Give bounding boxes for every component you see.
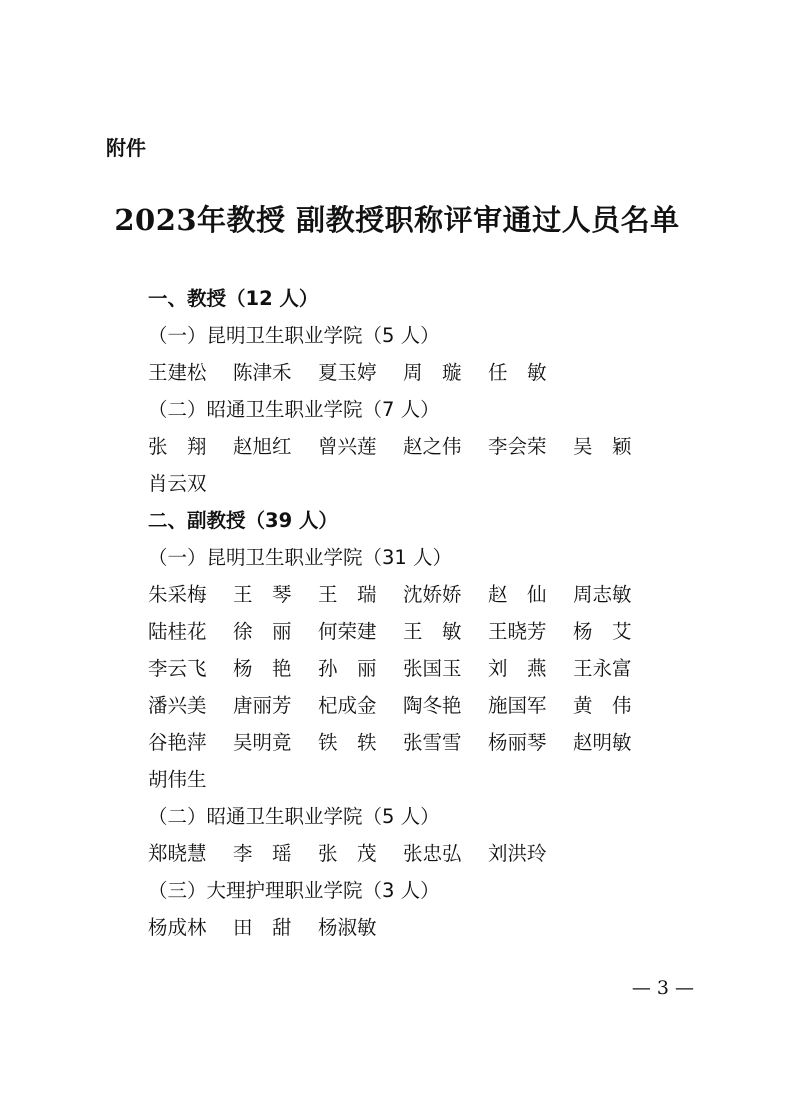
name-row xyxy=(148,576,668,613)
person-name: 周 璇 xyxy=(403,361,462,384)
section-heading-associate-professor: 二、副教授（39 人） xyxy=(148,509,338,532)
person-name: 陆桂花 xyxy=(148,620,207,643)
person-name: 黄 伟 xyxy=(573,694,632,717)
name-row xyxy=(148,687,668,724)
person-name: 赵 仙 xyxy=(488,583,547,606)
group-heading: （二）昭通卫生职业学院（7 人） xyxy=(148,398,440,421)
attachment-label: 附件 xyxy=(106,136,146,160)
person-name: 孙 丽 xyxy=(318,657,377,680)
person-name: 杞成金 xyxy=(318,694,377,717)
person-name: 施国军 xyxy=(488,694,547,717)
group-heading: （一）昆明卫生职业学院（31 人） xyxy=(148,546,453,569)
name-row xyxy=(148,465,668,502)
person-name: 杨成林 xyxy=(148,916,207,939)
person-name: 王 瑞 xyxy=(318,583,377,606)
person-name: 曾兴莲 xyxy=(318,435,377,458)
person-name: 刘 燕 xyxy=(488,657,547,680)
person-name: 刘洪玲 xyxy=(488,842,547,865)
document-title: 2023年教授 副教授职称评审通过人员名单 xyxy=(114,203,680,237)
group-heading: （三）大理护理职业学院（3 人） xyxy=(148,879,440,902)
name-row xyxy=(148,354,668,391)
name-row xyxy=(148,761,668,798)
group-heading: （一）昆明卫生职业学院（5 人） xyxy=(148,324,440,347)
person-name: 陈津禾 xyxy=(233,361,292,384)
person-name: 周志敏 xyxy=(573,583,632,606)
name-row xyxy=(148,428,668,465)
person-name: 唐丽芳 xyxy=(233,694,292,717)
name-list xyxy=(148,280,668,946)
person-name: 田 甜 xyxy=(233,916,292,939)
person-name: 张忠弘 xyxy=(403,842,462,865)
name-row xyxy=(148,724,668,761)
person-name: 张 翔 xyxy=(148,435,207,458)
person-name: 谷艳萍 xyxy=(148,731,207,754)
person-name: 郑晓慧 xyxy=(148,842,207,865)
person-name: 王建松 xyxy=(148,361,207,384)
person-name: 铁 轶 xyxy=(318,731,377,754)
section-heading-professor: 一、教授（12 人） xyxy=(148,287,319,310)
name-row xyxy=(148,835,668,872)
person-name: 潘兴美 xyxy=(148,694,207,717)
person-name: 杨 艳 xyxy=(233,657,292,680)
person-name: 杨淑敏 xyxy=(318,916,377,939)
name-row xyxy=(148,909,668,946)
person-name: 吴明竟 xyxy=(233,731,292,754)
person-name: 王永富 xyxy=(573,657,632,680)
person-name: 赵之伟 xyxy=(403,435,462,458)
person-name: 任 敏 xyxy=(488,361,547,384)
person-name: 赵旭红 xyxy=(233,435,292,458)
person-name: 沈娇娇 xyxy=(403,583,462,606)
person-name: 吴 颖 xyxy=(573,435,632,458)
name-row xyxy=(148,650,668,687)
person-name: 陶冬艳 xyxy=(403,694,462,717)
person-name: 王 琴 xyxy=(233,583,292,606)
person-name: 朱采梅 xyxy=(148,583,207,606)
person-name: 李会荣 xyxy=(488,435,547,458)
name-row xyxy=(148,613,668,650)
person-name: 张国玉 xyxy=(403,657,462,680)
group-heading: （二）昭通卫生职业学院（5 人） xyxy=(148,805,440,828)
person-name: 李云飞 xyxy=(148,657,207,680)
person-name: 胡伟生 xyxy=(148,768,207,791)
person-name: 王 敏 xyxy=(403,620,462,643)
page-number: — 3 — xyxy=(631,977,694,999)
person-name: 肖云双 xyxy=(148,472,207,495)
person-name: 夏玉婷 xyxy=(318,361,377,384)
person-name: 张雪雪 xyxy=(403,731,462,754)
person-name: 徐 丽 xyxy=(233,620,292,643)
person-name: 杨丽琴 xyxy=(488,731,547,754)
person-name: 王晓芳 xyxy=(488,620,547,643)
person-name: 张 茂 xyxy=(318,842,377,865)
person-name: 杨 艾 xyxy=(573,620,632,643)
person-name: 何荣建 xyxy=(318,620,377,643)
person-name: 李 瑶 xyxy=(233,842,292,865)
person-name: 赵明敏 xyxy=(573,731,632,754)
